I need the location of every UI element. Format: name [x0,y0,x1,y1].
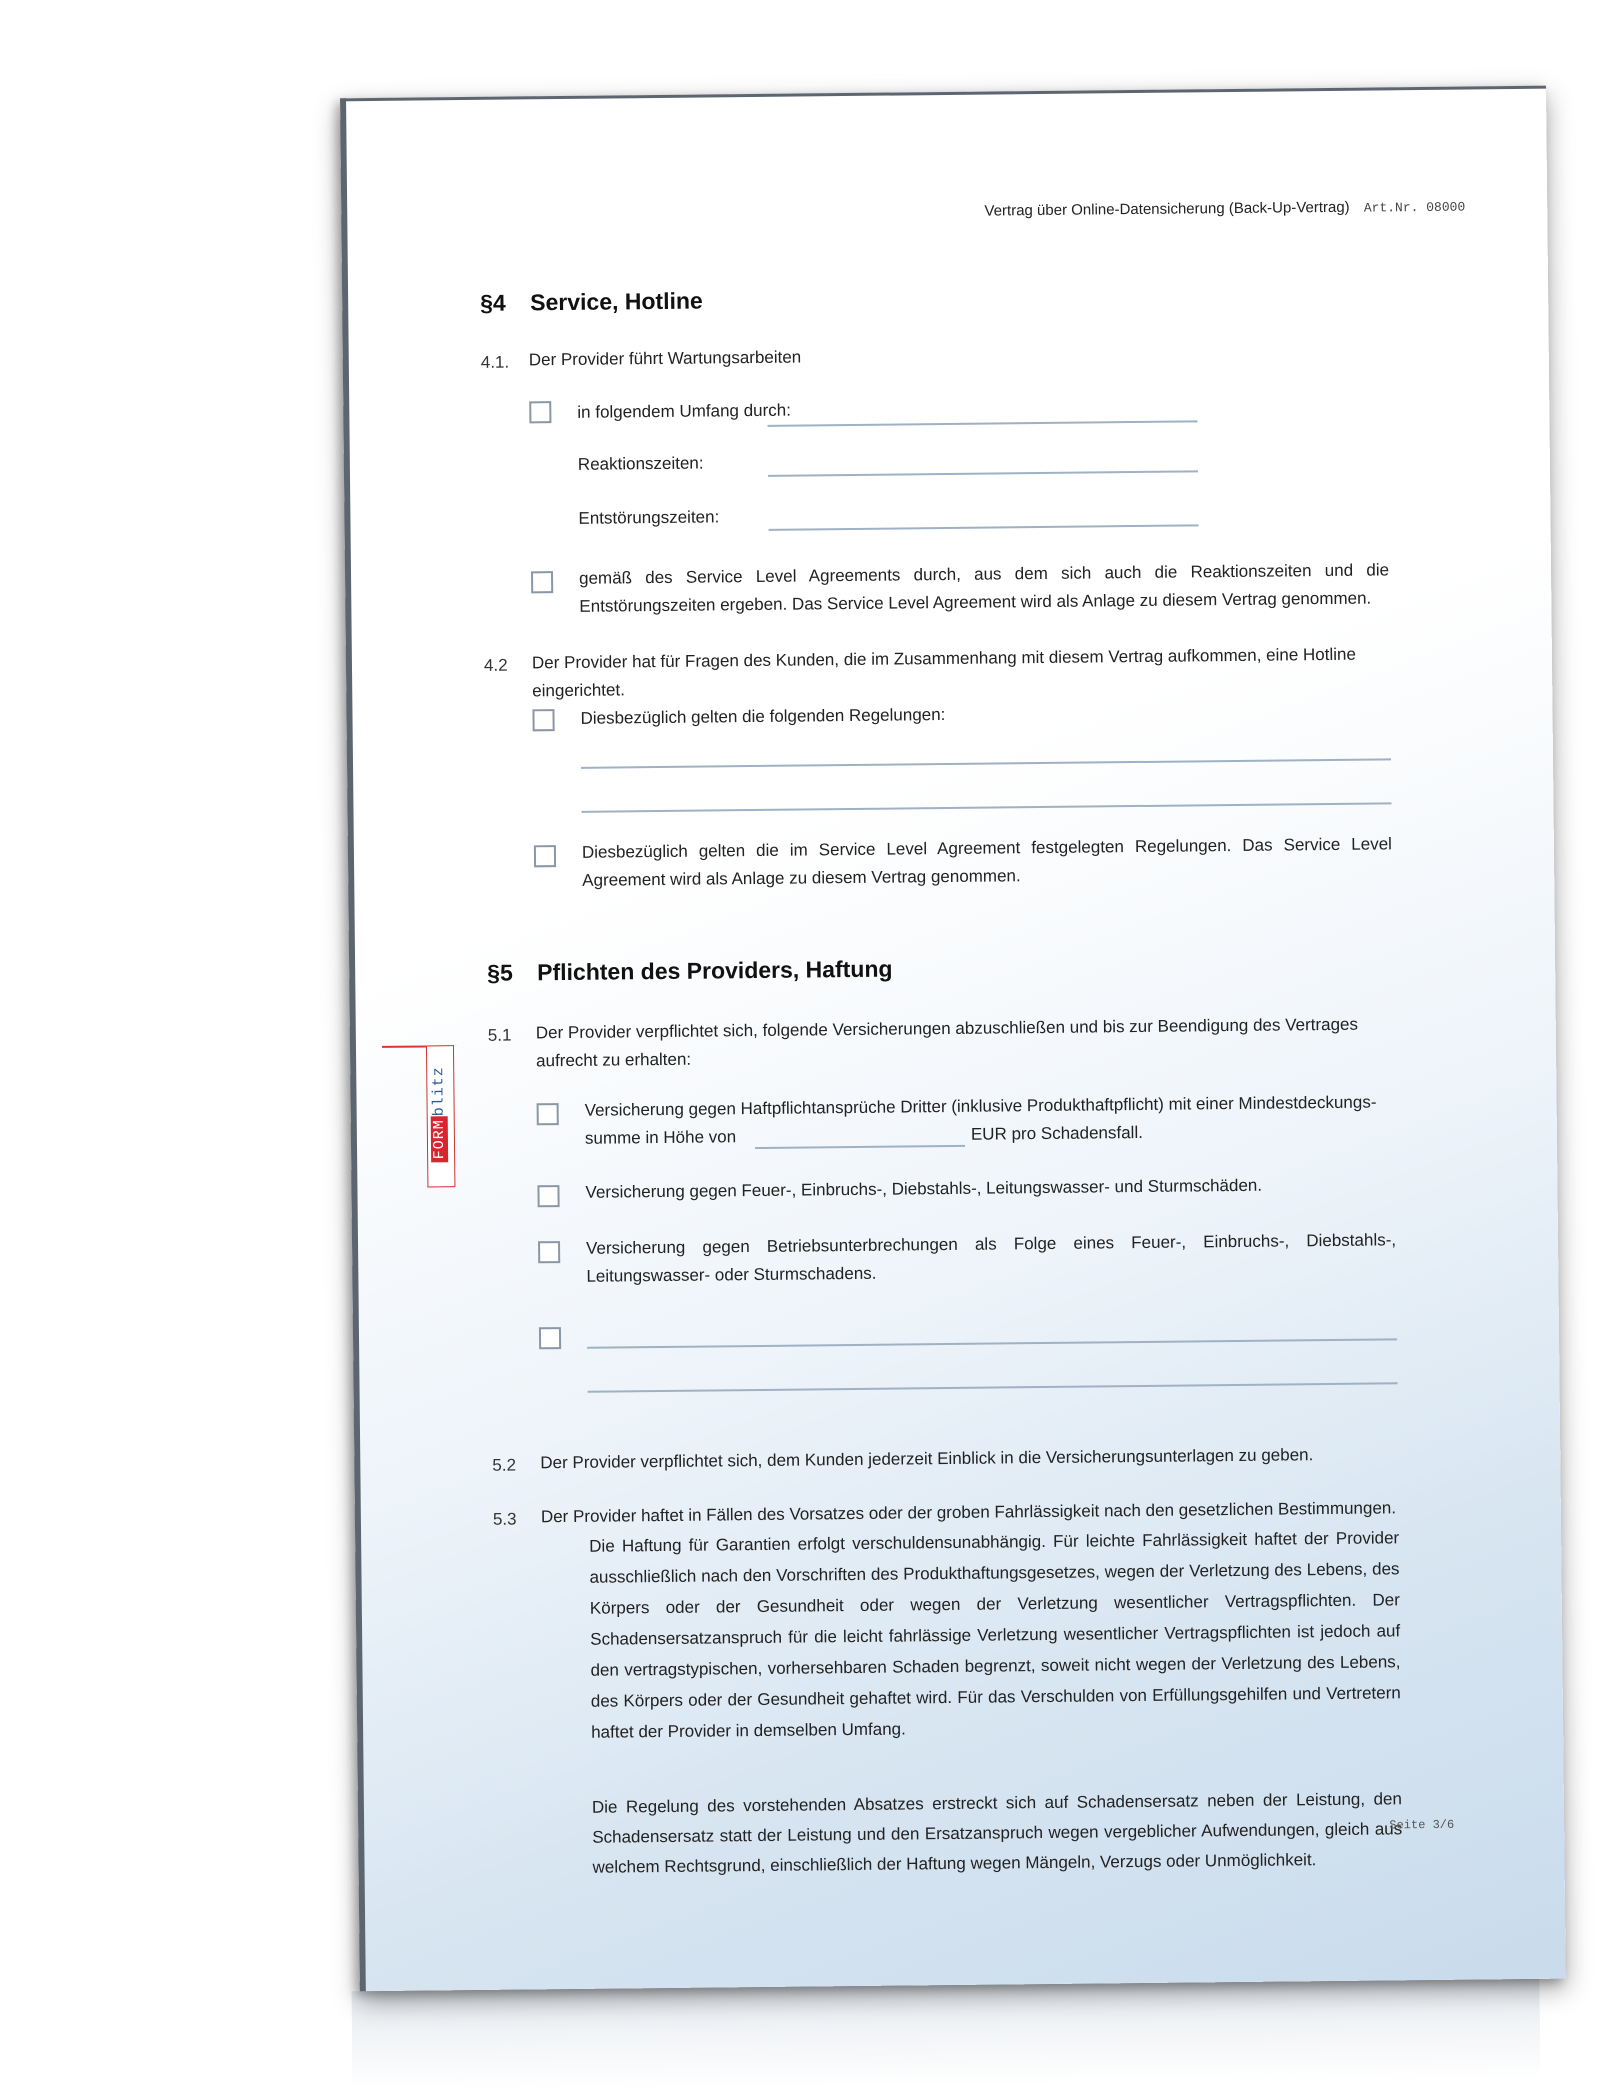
p42-option2-text: Diesbezüglich gelten die im Service Level Agreement festgelegten Regelungen. Das Service Level Agreement wird als Anlage zu diesem Vertrag genommen. [581,834,1392,890]
brand-part2: blitz [430,1066,448,1117]
section-5-number: §5 [487,959,513,986]
p41-option1-checkbox[interactable] [529,401,551,423]
header-title: Vertrag über Online-Datensicherung (Back-Up-Vertrag) [984,198,1350,220]
p51-option3-text: Versicherung gegen Betriebsunterbrechungen als Folge eines Feuer-, Einbruchs-, Diebstahls-, Leitungswasser- oder Sturmschadens. [585,1230,1397,1286]
p53-first-line: Der Provider haftet in Fällen des Vorsatzes oder der groben Fahrlässigkeit nach den gesetzlichen Bestimmungen. [540,1498,1397,1527]
document-page [340,86,1566,1992]
p41-option2-text: gemäß des Service Level Agreements durch, aus dem sich auch die Reaktionszeiten und die Entstörungszeiten ergeben. Das Service Level Agreement wird als Anlage zu diesem Vertrag genommen. [578,560,1390,616]
p42-option1-label: Diesbezüglich gelten die folgenden Regelungen: [580,705,946,728]
section-4-title: Service, Hotline [530,287,703,316]
p42-number: 4.2 [483,655,508,675]
brand-part1: FORM [431,1116,448,1162]
p51-option2-text: Versicherung gegen Feuer-, Einbruchs-, Diebstahls-, Leitungswasser- und Sturmschäden. [585,1175,1263,1202]
p51-option1-line1: Versicherung gegen Haftpflichtansprüche Dritter (inklusive Produkthaftpflicht) mit einer Mindestdeckungs- [584,1092,1377,1120]
p53-paragraph-1: Die Haftung für Garantien erfolgt verschuldensunabhängig. Für leichte Fahrlässigkeit haftet der Provider ausschließlich nach den Vorschriften des Produkthaftungsgesetzes, wegen der Verletzung des Lebens, des Körpers oder der Gesundheit oder wegen der Verletzung wesentlicher Vertragspflichten. Der Schadensersatzanspruch für die leicht fahrlässige Verletzung wesentlicher Vertragspflichten ist jedoch auf den vertragstypischen, vorhersehbaren Schaden begrenzt, soweit nicht wegen der Verletzung des Lebens, des Körpers oder der Gesundheit gehaftet wird. Für das Verschulden von Erfüllungsgehilfen und Vertretern haftet der Provider in demselben Umfang. [589,1528,1401,1742]
p51-option3-checkbox[interactable] [538,1241,560,1263]
p41-entstoerung-field[interactable] [769,524,1199,531]
p51-option4-checkbox[interactable] [539,1327,561,1349]
p41-option1-label: in folgendem Umfang durch: [577,400,791,422]
p42-rules-field-1[interactable] [581,758,1391,768]
p51-deckungssumme-field[interactable] [755,1145,965,1149]
p41-option2-checkbox[interactable] [531,571,553,593]
p42-option1-checkbox[interactable] [532,709,554,731]
p42-option2-checkbox[interactable] [534,845,556,867]
header-art-nr: Art.Nr. 08000 [1363,199,1466,216]
p42-rules-field-2[interactable] [582,802,1392,812]
page-reflection [352,1979,1541,2091]
p51-option1-checkbox[interactable] [537,1103,559,1125]
p41-number: 4.1. [480,352,510,372]
p41-text: Der Provider führt Wartungsarbeiten [528,347,802,370]
brand-marker-line [382,1045,428,1047]
p41-entstoerung-label: Entstörungszeiten: [578,507,720,528]
p52-text: Der Provider verpflichtet sich, dem Kunden jederzeit Einblick in die Versicherungsunterlagen zu geben. [540,1445,1314,1473]
section-4-heading [480,288,703,317]
p51-option1-line3: EUR pro Schadensfall. [970,1122,1143,1144]
document-header [984,198,1465,220]
p41-umfang-field[interactable] [767,420,1197,427]
p51-option2-checkbox[interactable] [537,1185,559,1207]
p51-text: Der Provider verpflichtet sich, folgende Versicherungen abzuschließen und bis zur Beendigung des Vertrages aufrecht zu erhalten: [535,1014,1359,1071]
section-5-title: Pflichten des Providers, Haftung [537,955,893,986]
p53-number: 5.3 [492,1509,517,1529]
formblitz-logo [426,1045,455,1187]
p41-reaktion-field[interactable] [768,470,1198,477]
section-4-number: §4 [480,289,506,316]
p51-other-field-2[interactable] [588,1382,1398,1392]
p51-option1-line2: summe in Höhe von [584,1127,737,1148]
p42-text: Der Provider hat für Fragen des Kunden, die im Zusammenhang mit diesem Vertrag aufkommen, eine Hotline eingerichtet. [531,644,1356,701]
p52-number: 5.2 [492,1455,517,1475]
p53-paragraph-2: Die Regelung des vorstehenden Absatzes erstreckt sich auf Schadensersatz neben der Leistung, den Schadensersatz statt der Leistung und den Ersatzanspruch wegen vergeblicher Aufwendungen, gleich aus welchem Rechtsgrund, einschließlich der Haftung wegen Mängeln, Verzugs oder Unmöglichkeit. [591,1789,1403,1877]
p41-reaktion-label: Reaktionszeiten: [577,453,704,474]
page-number: Seite 3/6 [1389,1817,1455,1833]
p51-other-field-1[interactable] [587,1338,1397,1348]
p51-number: 5.1 [487,1025,512,1045]
section-5-heading [487,956,893,987]
